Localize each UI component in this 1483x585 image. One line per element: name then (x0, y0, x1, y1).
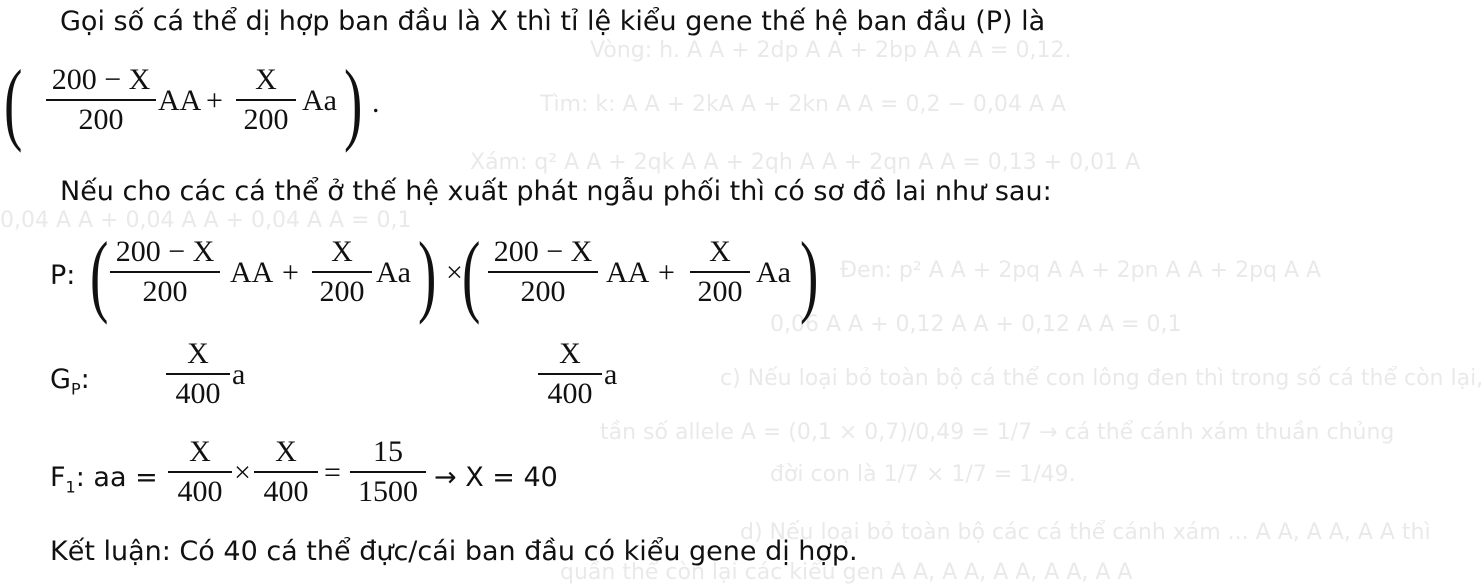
fraction-bar (254, 471, 318, 473)
f1-result: → X = 40 (434, 462, 558, 493)
left-paren: ( (4, 51, 23, 153)
allele-a: a (232, 358, 246, 391)
denominator: 400 (547, 377, 593, 410)
right-paren: ) (418, 223, 437, 325)
ghost-line: Vòng: h. A A + 2dp A A + 2bp A A A = 0,12. (590, 38, 1072, 63)
left-paren: ( (90, 223, 109, 325)
f1-label: $F_1$: aa = (50, 462, 158, 497)
plus-sign: + (658, 256, 675, 289)
numerator: X (275, 435, 297, 468)
genotype-AA: AA (230, 256, 274, 289)
ghost-line: đời con là 1/7 × 1/7 = 1/49. (770, 462, 1076, 487)
fraction-x-400 (254, 434, 318, 510)
fraction-x-200 (690, 234, 750, 310)
fraction-x-400 (538, 336, 602, 412)
left-paren: ( (462, 223, 481, 325)
fraction-bar (488, 271, 598, 273)
equals-sign: = (324, 456, 341, 489)
numerator: 200 − X (115, 235, 215, 268)
ghost-line: Tìm: k: A A + 2kA A + 2kn A A = 0,2 − 0,04 A A (540, 92, 1066, 117)
ghost-line: d) Nếu loại bỏ toàn bộ các cá thể cánh xám ... A A, A A, A A thì (740, 520, 1431, 545)
fraction-x-200 (236, 62, 296, 138)
denominator: 200 (142, 275, 188, 308)
denominator: 400 (263, 475, 309, 508)
plus-sign: + (282, 256, 299, 289)
genotype-Aa: Aa (376, 256, 411, 289)
ghost-line: tần số allele A = (0,1 × 0,7)/0,49 = 1/7 → cá thể cánh xám thuần chủng (600, 420, 1395, 445)
gp-label: $G_P$: (50, 364, 90, 399)
denominator: 1500 (358, 475, 418, 508)
right-paren: ) (800, 223, 819, 325)
allele-a: a (604, 358, 618, 391)
genotype-AA: AA (606, 256, 650, 289)
fraction-15-1500 (350, 434, 426, 510)
denominator: 200 (319, 275, 365, 308)
numerator: X (187, 337, 209, 370)
numerator: 200 − X (51, 63, 151, 96)
fraction-bar (350, 471, 426, 473)
fraction-bar (46, 99, 156, 101)
fraction-bar (538, 373, 602, 375)
fraction-bar (312, 271, 372, 273)
fraction-bar (236, 99, 296, 101)
numerator: 15 (373, 435, 403, 468)
ghost-line: Đen: p² A A + 2pq A A + 2pn A A + 2pq A A (840, 258, 1322, 283)
numerator: X (255, 63, 277, 96)
denominator: 400 (177, 475, 223, 508)
numerator: X (331, 235, 353, 268)
fraction-bar (110, 271, 220, 273)
fraction-200-minus-x (110, 234, 220, 310)
period: . (372, 86, 380, 119)
numerator: X (189, 435, 211, 468)
fraction-bar (168, 471, 232, 473)
ghost-line: quần thể còn lại các kiểu gen A A, A A, A A, A A, A A (560, 560, 1133, 585)
intro-sentence: Gọi số cá thể dị hợp ban đầu là X thì tỉ lệ kiểu gene thế hệ ban đầu (P) là (60, 6, 1046, 37)
fraction-x-200 (312, 234, 372, 310)
p-label: P: (50, 260, 76, 291)
denominator: 200 (520, 275, 566, 308)
fraction-200-minus-x (488, 234, 598, 310)
times-sign: × (446, 256, 463, 289)
genotype-Aa: Aa (302, 84, 337, 117)
denominator: 200 (697, 275, 743, 308)
ghost-line: 0,06 A A + 0,12 A A + 0,12 A A = 0,1 (770, 312, 1182, 337)
conclusion: Kết luận: Có 40 cá thể đực/cái ban đầu có kiểu gene dị hợp. (50, 536, 858, 567)
denominator: 200 (243, 103, 289, 136)
fraction-x-400 (166, 336, 230, 412)
fraction-200-minus-x (46, 62, 156, 138)
genotype-AA: AA (158, 84, 202, 117)
denominator: 200 (78, 103, 124, 136)
fraction-x-400 (168, 434, 232, 510)
right-paren: ) (344, 51, 363, 153)
random-mating-sentence: Nếu cho các cá thể ở thế hệ xuất phát ngẫu phối thì có sơ đồ lai như sau: (60, 176, 1052, 207)
ghost-line: c) Nếu loại bỏ toàn bộ cá thể con lông đen thì trong số cá thể còn lại, (720, 366, 1483, 391)
times-sign: × (234, 456, 251, 489)
genotype-Aa: Aa (756, 256, 791, 289)
denominator: 400 (175, 377, 221, 410)
numerator: 200 − X (493, 235, 593, 268)
fraction-bar (166, 373, 230, 375)
fraction-bar (690, 271, 750, 273)
numerator: X (559, 337, 581, 370)
ghost-line: 0,04 A A + 0,04 A A + 0,04 A A = 0,1 (0, 208, 412, 233)
numerator: X (709, 235, 731, 268)
ghost-line: Xám: q² A A + 2qk A A + 2qh A A + 2qn A A = 0,13 + 0,01 A (470, 150, 1141, 175)
plus-sign: + (206, 84, 223, 117)
